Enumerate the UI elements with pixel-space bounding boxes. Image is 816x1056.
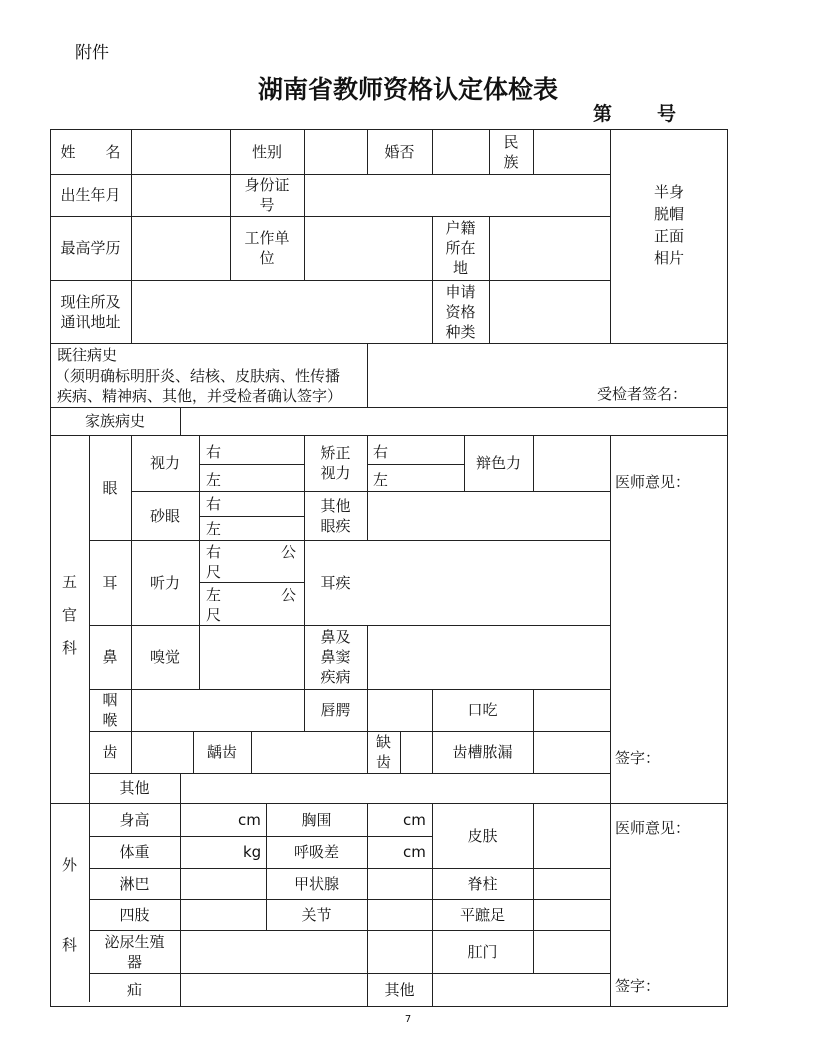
family-history-label: 家族病史 xyxy=(84,412,145,430)
flatfoot-label: 平蹠足 xyxy=(459,905,505,924)
id-label: 身份证 号 xyxy=(244,176,290,214)
weight-label: 体重 xyxy=(119,843,150,861)
facial-doctor-sign: 签字： xyxy=(615,749,661,767)
weight-unit: kg xyxy=(243,843,262,861)
eye-label: 眼 xyxy=(102,478,118,497)
gender-label: 性别 xyxy=(251,142,282,161)
corrected-right: 右 xyxy=(373,443,389,461)
surgery-doctor-sign: 签字： xyxy=(615,977,661,995)
throat-label: 咽 喉 xyxy=(102,691,118,729)
skin-label: 皮肤 xyxy=(467,826,498,845)
urogenital-label: 泌尿生殖 器 xyxy=(104,932,165,971)
lymph-label: 淋巴 xyxy=(119,874,150,893)
other-eye-label: 其他 眼疾 xyxy=(320,496,351,535)
birth-label: 出生年月 xyxy=(60,186,121,204)
hearing-label: 听力 xyxy=(149,573,180,592)
work-unit-label: 工作单 位 xyxy=(244,229,290,267)
joints-label: 关节 xyxy=(301,905,332,924)
caries-label: 龋齿 xyxy=(206,743,237,761)
past-history-label: 既往病史 xyxy=(57,346,118,364)
surgery-dept-label: 外 科 xyxy=(61,856,77,954)
breath-label: 呼吸差 xyxy=(293,843,339,861)
chest-label: 胸围 xyxy=(301,810,332,829)
form-title: 湖南省教师资格认定体检表 xyxy=(257,75,558,104)
examinee-signature-label: 受检者签名： xyxy=(597,385,688,403)
corrected-left: 左 xyxy=(373,471,389,489)
hearing-right: 右 公 xyxy=(206,543,297,561)
spine-label: 脊柱 xyxy=(467,874,498,893)
pyorrhea-label: 齿槽脓漏 xyxy=(452,743,513,761)
height-label: 身高 xyxy=(119,810,150,829)
marital-label: 婚否 xyxy=(384,142,415,161)
facial-dept-label: 五 官 科 xyxy=(61,572,77,657)
ear-disease-label: 耳疾 xyxy=(320,573,351,592)
attachment-label: 附件 xyxy=(75,43,109,63)
trachoma-left: 左 xyxy=(206,520,222,538)
smell-label: 嗅觉 xyxy=(149,648,180,666)
photo-placeholder: 半身 脱帽 正面 相片 xyxy=(653,183,684,267)
thyroid-label: 甲状腺 xyxy=(293,874,339,893)
ethnic-label: 民 族 xyxy=(503,132,519,171)
trachoma-label: 砂眼 xyxy=(149,506,180,525)
hearing-left: 左 公 xyxy=(206,586,297,604)
hearing-left-unit: 尺 xyxy=(206,606,222,624)
address-label: 现住所及 通讯地址 xyxy=(60,292,121,331)
hearing-right-unit: 尺 xyxy=(206,563,222,581)
facial-doctor-opinion: 医师意见： xyxy=(615,473,691,491)
hukou-label: 户籍 所在 地 xyxy=(445,219,476,277)
corrected-vision-label: 矫正 视力 xyxy=(320,444,351,482)
surgery-other-label: 其他 xyxy=(384,981,415,999)
anus-label: 肛门 xyxy=(467,942,498,961)
hernia-label: 疝 xyxy=(126,981,142,999)
height-unit: cm xyxy=(238,811,261,829)
color-vision-label: 辩色力 xyxy=(475,454,521,472)
past-history-note-2: 疾病、精神病、其他，并受检者确认签字） xyxy=(57,387,343,405)
teeth-label: 齿 xyxy=(102,743,118,761)
surgery-doctor-opinion: 医师意见： xyxy=(615,819,691,837)
missing-teeth-label: 缺 齿 xyxy=(375,733,391,771)
nasal-disease-label: 鼻及 鼻窦 疾病 xyxy=(320,628,351,686)
trachoma-right: 右 xyxy=(206,495,222,513)
vision-right: 右 xyxy=(206,443,222,461)
apply-type-label: 申请 资格 种类 xyxy=(445,282,476,341)
serial-label-a: 第 xyxy=(593,103,613,125)
page-number: 7 xyxy=(404,1014,412,1025)
chest-unit: cm xyxy=(403,811,426,829)
past-history-note-1: （须明确标明肝炎、结核、皮肤病、性传播 xyxy=(55,367,341,385)
name-label: 姓 名 xyxy=(60,142,121,161)
cleft-label: 唇腭 xyxy=(320,701,351,719)
serial-label-b: 号 xyxy=(657,103,677,125)
education-label: 最高学历 xyxy=(60,239,121,257)
breath-unit: cm xyxy=(403,843,426,861)
stutter-label: 口吃 xyxy=(467,701,498,719)
ear-label: 耳 xyxy=(102,573,118,592)
limbs-label: 四肢 xyxy=(119,905,150,924)
vision-left: 左 xyxy=(206,471,222,489)
vision-label: 视力 xyxy=(149,454,180,472)
nose-label: 鼻 xyxy=(102,648,118,666)
facial-other-label: 其他 xyxy=(119,779,150,797)
